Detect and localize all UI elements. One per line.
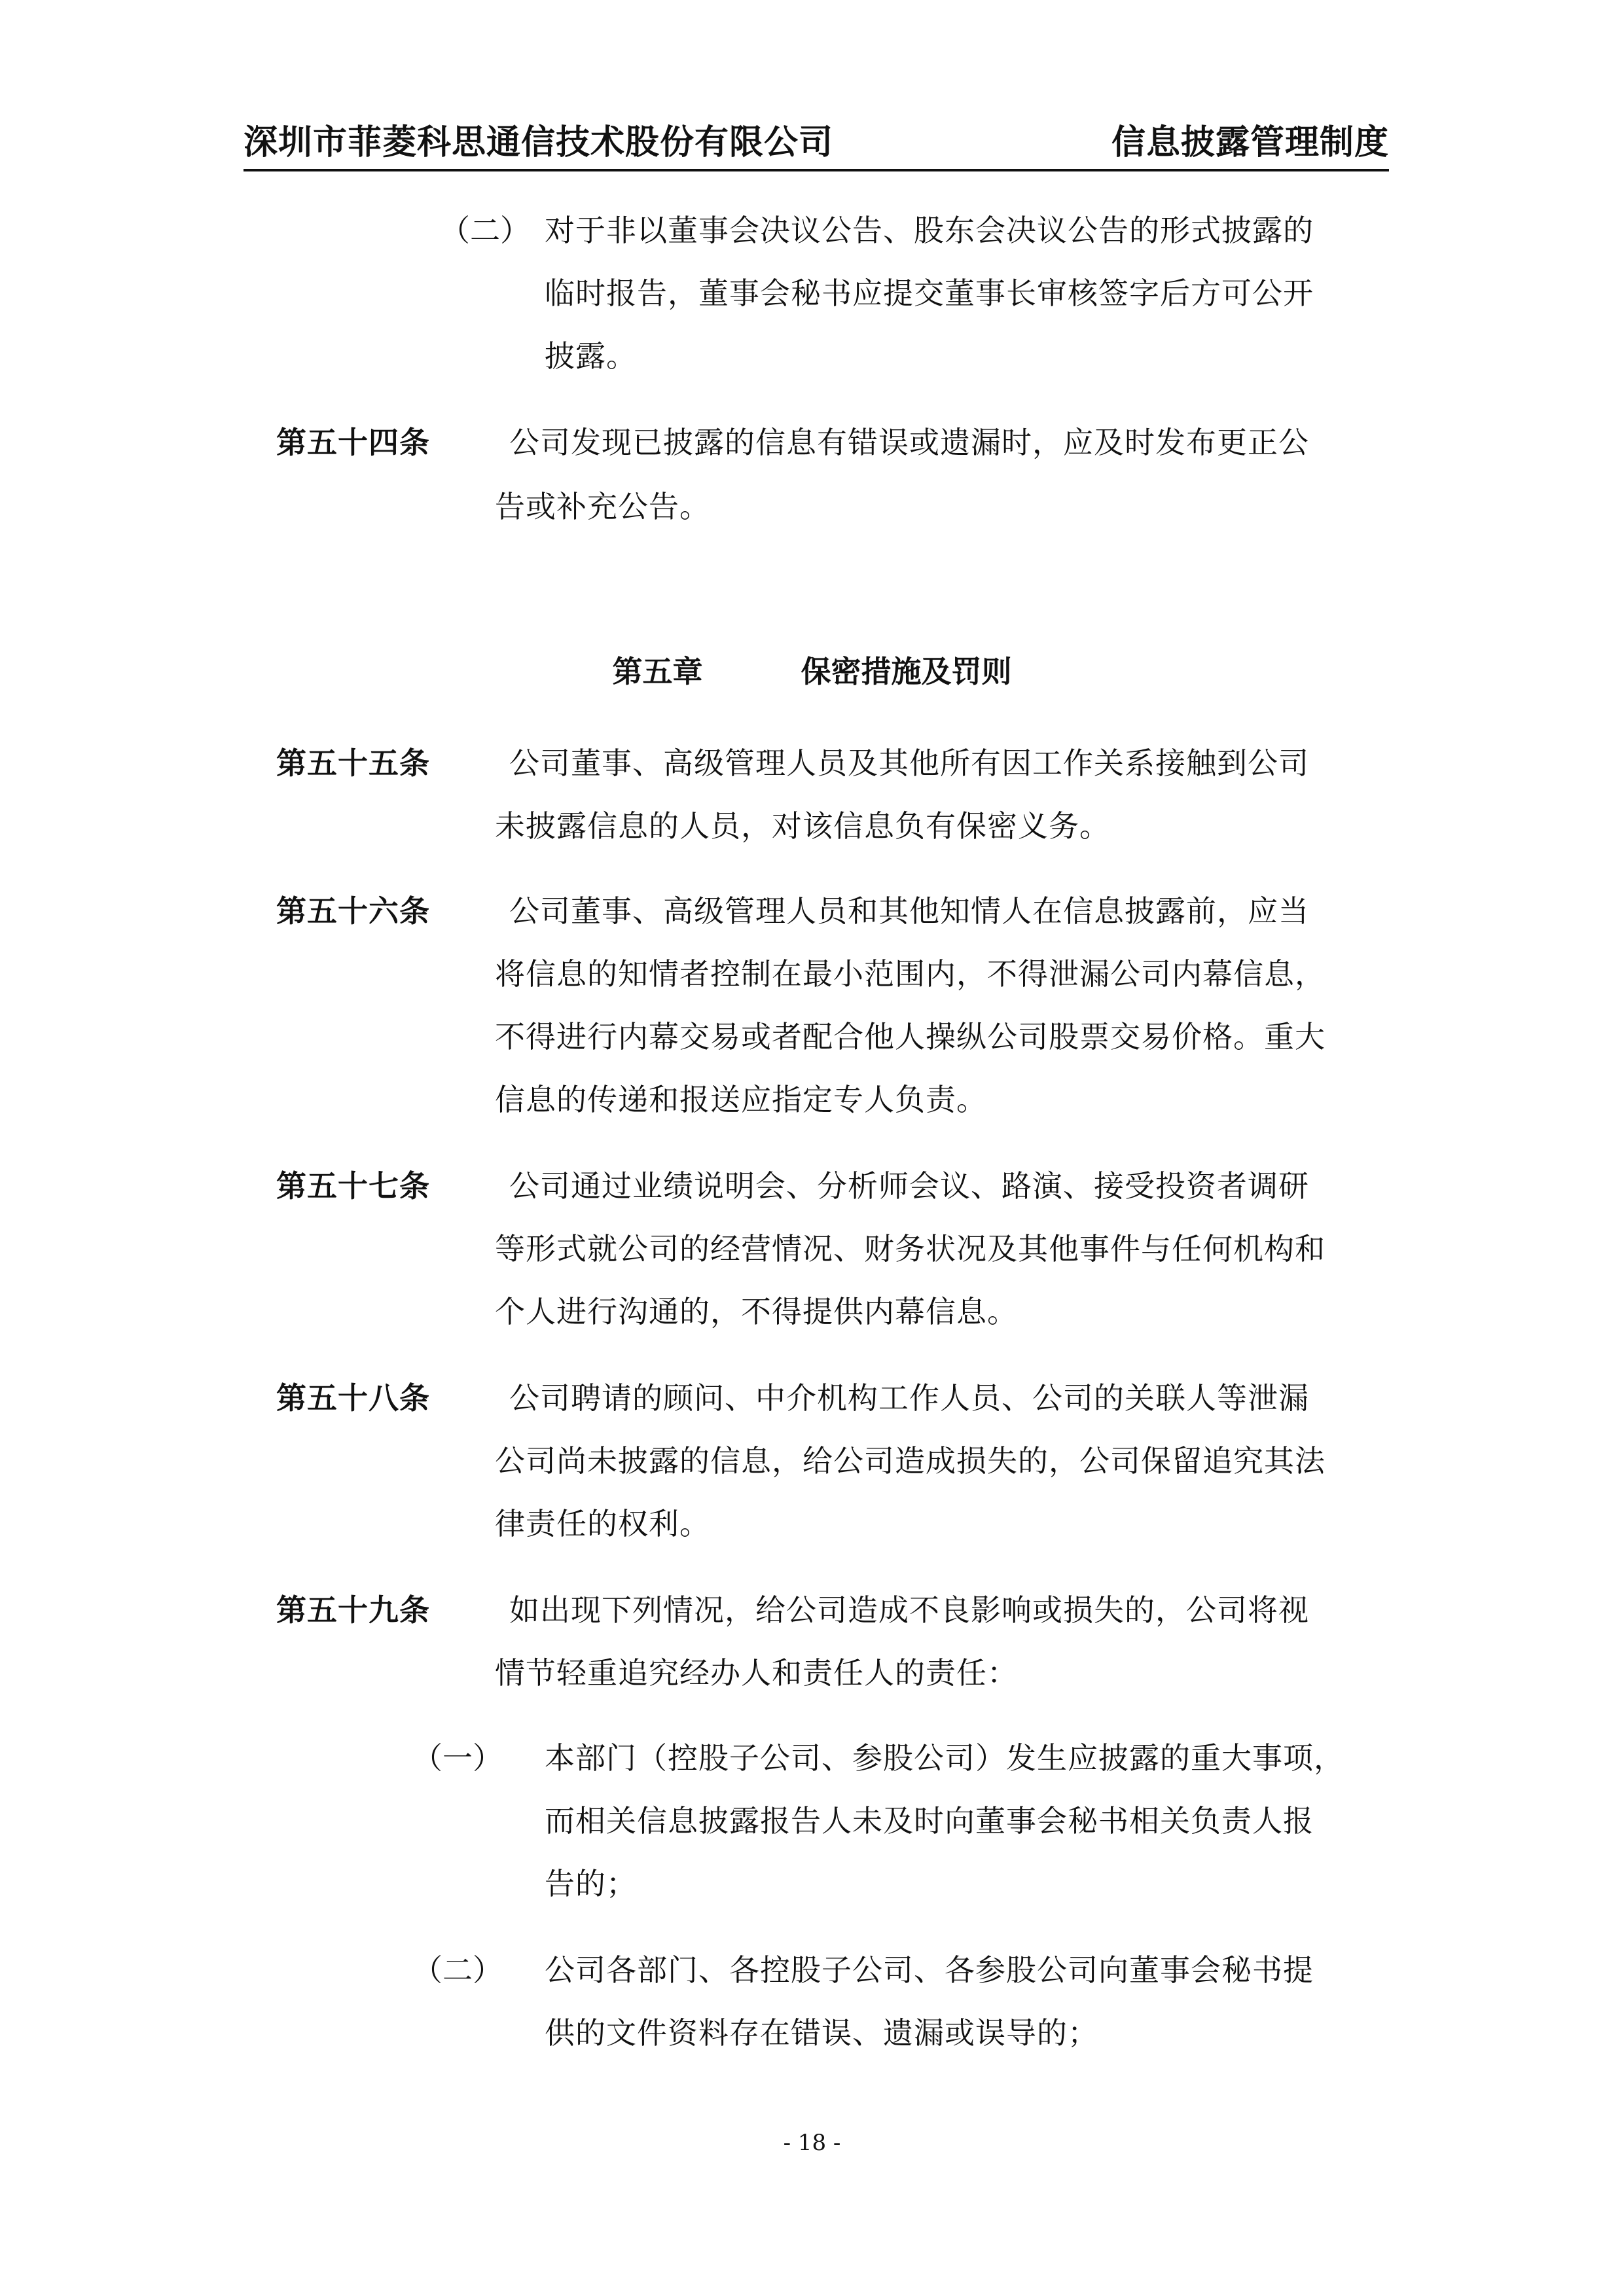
article-text-line: 公司发现已披露的信息有错误或遗漏时，应及时发布更正公 xyxy=(509,425,1309,460)
article-label: 第五十四条 xyxy=(276,425,430,460)
article-label: 第五十六条 xyxy=(276,893,430,929)
article-text-line: 如出现下列情况，给公司造成不良影响或损失的，公司将视 xyxy=(509,1592,1309,1628)
item-text-line: 而相关信息披露报告人未及时向董事会秘书相关负责人报 xyxy=(545,1803,1314,1839)
article-text-line: 等形式就公司的经营情况、财务状况及其他事件与任何机构和 xyxy=(495,1231,1326,1266)
item-text-line: 告的； xyxy=(545,1866,637,1901)
item-text-line: 对于非以董事会决议公告、股东会决议公告的形式披露的 xyxy=(545,213,1314,248)
article-label: 第五十九条 xyxy=(276,1592,430,1628)
article-text-line: 信息的传递和报送应指定专人负责。 xyxy=(495,1082,987,1117)
article-text-line: 公司聘请的顾问、中介机构工作人员、公司的关联人等泄漏 xyxy=(509,1380,1309,1416)
article-text-line: 将信息的知情者控制在最小范围内，不得泄漏公司内幕信息， xyxy=(495,956,1326,992)
article-label: 第五十五条 xyxy=(276,745,430,781)
item-enum: （二） xyxy=(412,1952,503,1988)
item-text-line: 披露。 xyxy=(545,338,637,374)
article-label: 第五十八条 xyxy=(276,1380,430,1416)
article-text-line: 律责任的权利。 xyxy=(495,1506,710,1541)
item-text-line: 本部门（控股子公司、参股公司）发生应披露的重大事项， xyxy=(545,1740,1344,1776)
page-header xyxy=(244,119,1389,171)
chapter-title: 保密措施及罚则 xyxy=(801,654,1012,689)
item-enum: （一） xyxy=(412,1740,503,1776)
article-text-line: 未披露信息的人员，对该信息负有保密义务。 xyxy=(495,808,1110,844)
item-text-line: 供的文件资料存在错误、遗漏或误导的； xyxy=(545,2015,1098,2051)
article-text-line: 公司董事、高级管理人员和其他知情人在信息披露前，应当 xyxy=(509,893,1309,929)
article-text-line: 告或补充公告。 xyxy=(495,489,710,524)
article-text-line: 个人进行沟通的，不得提供内幕信息。 xyxy=(495,1294,1018,1329)
item-enum: （二） xyxy=(440,213,530,248)
chapter-heading xyxy=(0,652,1624,691)
article-label: 第五十七条 xyxy=(276,1168,430,1204)
article-text-line: 公司董事、高级管理人员及其他所有因工作关系接触到公司 xyxy=(509,745,1309,781)
header-document-title: 信息披露管理制度 xyxy=(1111,122,1389,162)
chapter-number: 第五章 xyxy=(612,654,703,689)
page-number: - 18 - xyxy=(783,2130,841,2156)
article-text-line: 公司尚未披露的信息，给公司造成损失的，公司保留追究其法 xyxy=(495,1443,1326,1479)
article-text-line: 公司通过业绩说明会、分析师会议、路演、接受投资者调研 xyxy=(509,1168,1309,1204)
header-company-name: 深圳市菲菱科思通信技术股份有限公司 xyxy=(244,122,834,162)
item-text-line: 临时报告，董事会秘书应提交董事长审核签字后方可公开 xyxy=(545,276,1314,311)
article-text-line: 情节轻重追究经办人和责任人的责任： xyxy=(495,1655,1018,1691)
item-text-line: 公司各部门、各控股子公司、各参股公司向董事会秘书提 xyxy=(545,1952,1314,1988)
article-text-line: 不得进行内幕交易或者配合他人操纵公司股票交易价格。重大 xyxy=(495,1019,1326,1054)
